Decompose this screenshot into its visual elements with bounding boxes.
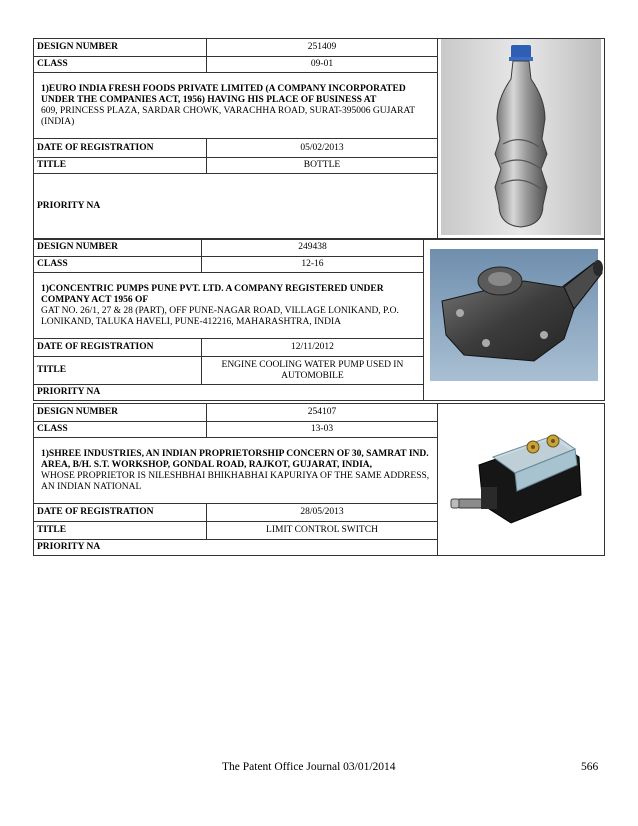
class-value: 09-01: [207, 57, 438, 73]
design-record-3: [33, 403, 605, 556]
date-label: DATE OF REGISTRATION: [34, 139, 207, 157]
applicant-details: [34, 273, 424, 339]
design-record-1: [33, 38, 605, 240]
journal-footer: The Patent Office Journal 03/01/2014: [222, 761, 396, 773]
design-number-label: DESIGN NUMBER: [34, 404, 207, 422]
title-value: ENGINE COOLING WATER PUMP USED IN AUTOMOBILE: [201, 357, 423, 385]
design-record-2: [33, 238, 605, 401]
class-label: CLASS: [34, 422, 207, 438]
applicant-name: 1)CONCENTRIC PUMPS PUNE PVT. LTD. A COMPANY REGISTERED UNDER COMPANY ACT 1956 OF: [41, 283, 384, 305]
class-value: 13-03: [207, 422, 438, 438]
date-value: 28/05/2013: [207, 504, 438, 522]
applicant-address: 609, PRINCESS PLAZA, SARDAR CHOWK, VARACHHA ROAD, SURAT-395006 GUJARAT (INDIA): [41, 105, 415, 127]
applicant-name: 1)SHREE INDUSTRIES, AN INDIAN PROPRIETORSHIP CONCERN OF 30, SAMRAT IND. AREA, B/H. S.T. WORKSHOP, GONDAL ROAD, RAJKOT, GUJARAT, INDIA,: [41, 448, 429, 470]
bottle-image-cell: [438, 39, 605, 240]
priority: PRIORITY NA: [34, 385, 424, 401]
design-number-value: 251409: [207, 39, 438, 57]
pump-image-cell: [424, 239, 605, 401]
design-number-value: 254107: [207, 404, 438, 422]
date-value: 05/02/2013: [207, 139, 438, 157]
applicant-name: 1)EURO INDIA FRESH FOODS PRIVATE LIMITED (A COMPANY INCORPORATED UNDER THE COMPANIES ACT, 1956) HAVING HIS PLACE OF BUSINESS AT: [41, 83, 406, 105]
title-value: LIMIT CONTROL SWITCH: [207, 522, 438, 540]
date-label: DATE OF REGISTRATION: [34, 504, 207, 522]
date-value: 12/11/2012: [201, 339, 423, 357]
title-label: TITLE: [34, 522, 207, 540]
limit-switch-image: [441, 405, 601, 551]
water-pump-image: [424, 243, 604, 393]
class-value: 12-16: [201, 257, 423, 273]
class-label: CLASS: [34, 57, 207, 73]
date-label: DATE OF REGISTRATION: [34, 339, 202, 357]
page-number: 566: [581, 761, 599, 773]
title-label: TITLE: [34, 357, 202, 385]
applicant-details: [34, 438, 438, 504]
applicant-address: GAT NO. 26/1, 27 & 28 (PART), OFF PUNE-NAGAR ROAD, VILLAGE LONIKAND, P.O. LONIKAND, TALUKA HAVELI, PUNE-412216, MAHARASHTRA, INDIA: [41, 305, 399, 327]
title-value: BOTTLE: [207, 157, 438, 173]
design-number-value: 249438: [201, 239, 423, 257]
applicant-details: [34, 73, 438, 139]
class-label: CLASS: [34, 257, 202, 273]
priority: PRIORITY NA: [34, 540, 438, 556]
applicant-address: WHOSE PROPRIETOR IS NILESHBHAI BHIKHABHAI KAPURIYA OF THE SAME ADDRESS, AN INDIAN NATIONAL: [41, 470, 430, 492]
priority: PRIORITY NA: [34, 173, 438, 239]
design-number-label: DESIGN NUMBER: [34, 239, 202, 257]
design-number-label: DESIGN NUMBER: [34, 39, 207, 57]
switch-image-cell: [438, 404, 605, 556]
title-label: TITLE: [34, 157, 207, 173]
bottle-image: [441, 39, 601, 235]
